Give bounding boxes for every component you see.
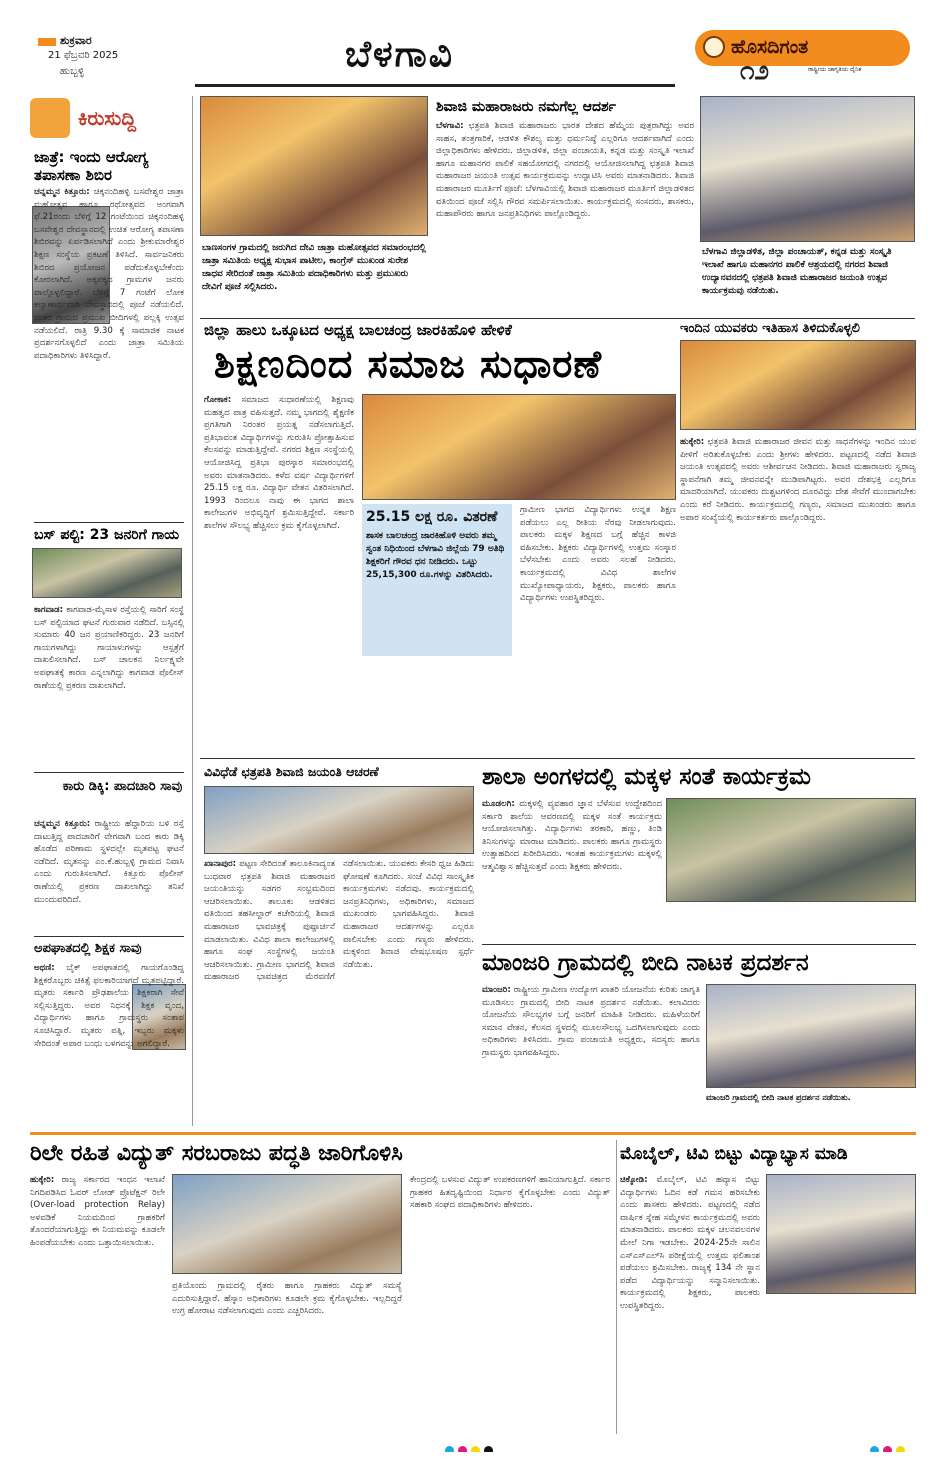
top-row-rule — [200, 318, 915, 319]
lead-body-left — [204, 394, 354, 754]
left-story1-text: ಚಿಕ್ಕನಂದಿಹಳ್ಳಿ ಬಸವೇಶ್ವರ ಜಾತ್ರಾ ಮಹೋತ್ಸವ ಹಾಗೂ ರಥೋತ್ಸವದ ಅಂಗವಾಗಿ ಫೆ.21ರಂದು ಬೆಳಿಗ್ಗೆ 12 ಗಂಟೆಯಿಂದ ಚಿಕ್ಕನಂದಿಹಳ್ಳಿ ಬಸವೇಶ್ವರ ದೇವಸ್ಥಾನದಲ್ಲಿ ಉಚಿತ ಆರೋಗ್ಯ ತಪಾಸಣಾ ಶಿಬಿರವನ್ನು ಏರ್ಪಡಿಸಲಾಗಿದೆ ಎಂದು ಶ್ರೀಕುಮಾರೇಶ್ವರ ಶಿಕ್ಷಣ ಸಂಸ್ಥೆಯ ಪ್ರಕಟಣೆ ತಿಳಿಸಿದೆ. ಸಾರ್ವಜನಿಕರು ಶಿಬಿರದ ಪ್ರಯೋಜನ ಪಡೆದುಕೊಳ್ಳಬೇಕೆಂದು ಕೋರಲಾಗಿದೆ. ಅಕ್ಕಪಕ್ಕದ ಗ್ರಾಮಗಳ ಜನರು ಪಾಲ್ಗೊಳ್ಳಲಿದ್ದಾರೆ. ಬೆಳಿಗ್ಗೆ 7 ಗಂಟೆಗೆ ಲೋಕ ಕಲ್ಯಾಣಾರ್ಥವಾಗಿ ದೇವಸ್ಥಾನದಲ್ಲಿ ಪೂಜೆ ನಡೆಯಲಿದೆ. ನಂತರ ಗ್ರಾಮದ ಪ್ರಮುಖ ಬೀದಿಗಳಲ್ಲಿ ಪಲ್ಲಕ್ಕಿ ಉತ್ಸವ ನಡೆಯಲಿದೆ. ರಾತ್ರಿ 9.30 ಕ್ಕೆ ಸಾಮಾಜಿಕ ನಾಟಕ ಪ್ರದರ್ಶನಗೊಳ್ಳಲಿದೆ ಎಂದು ಜಾತ್ರಾ ಸಮಿತಿಯ ಪದಾಧಿಕಾರಿಗಳು ತಿಳಿಸಿದ್ದಾರೆ. — [34, 187, 184, 361]
childrens-market-headline: ಶಾಲಾ ಅಂಗಳದಲ್ಲಿ ಮಕ್ಕಳ ಸಂತೆ ಕಾರ್ಯಕ್ರಮ — [482, 764, 811, 790]
left-story4-dateline: ಅಥಣಿ: — [34, 963, 55, 973]
mobile-tv-headline: ಮೊಬೈಲ್, ಟಿವಿ ಬಿಟ್ಟು ವಿದ್ಯಾಭ್ಯಾಸ ಮಾಡಿ — [620, 1144, 848, 1164]
shivaji-celebration-dateline: ಖಾನಾಪುರ: — [204, 859, 237, 869]
street-play-dateline: ಮಾಂಜರಿ: — [482, 985, 511, 995]
lead-dateline: ಗೋಕಾಕ: — [204, 395, 232, 405]
left-divider-3 — [34, 936, 184, 937]
kirusuddi-label: ಕಿರುಸುದ್ದಿ — [78, 106, 137, 130]
kirusuddi-header — [30, 98, 182, 138]
shivaji-ideal-text: ಛತ್ರಪತಿ ಶಿವಾಜಿ ಮಹಾರಾಜರು ಭಾರತ ದೇಶದ ಹೆಮ್ಮೆಯ ಪುತ್ರರಾಗಿದ್ದು ಅವರ ಸಾಹಸ, ತಂತ್ರಗಾರಿಕೆ, ಆಡಳಿತ ಕೌಶಲ್ಯ ಮತ್ತು ಧರ್ಮನಿಷ್ಠೆ ಎಲ್ಲರಿಗೂ ಆದರ್ಶವಾಗಿದೆ ಎಂದು ಜಿಲ್ಲಾಧಿಕಾರಿಗಳು ಹೇಳಿದರು. ಜಿಲ್ಲಾಡಳಿತ, ಜಿಲ್ಲಾ ಪಂಚಾಯತಿ, ಕನ್ನಡ ಮತ್ತು ಸಂಸ್ಕೃತಿ ಇಲಾಖೆ ಹಾಗೂ ಮಹಾನಗರ ಪಾಲಿಕೆ ಸಹಯೋಗದಲ್ಲಿ ನಗರದಲ್ಲಿ ಆಯೋಜಿಸಲಾಗಿದ್ದ ಛತ್ರಪತಿ ಶಿವಾಜಿ ಮಹಾರಾಜರ ಜಯಂತಿ ಉತ್ಸವ ಕಾರ್ಯಕ್ರಮವನ್ನು ಉದ್ಘಾಟಿಸಿ ಅವರು ಮಾತನಾಡಿದರು. ಶಿವಾಜಿ ಮಹಾರಾಜರ ಮೂರ್ತಿಗೆ ಪೂಜೆ: ಬೆಳಗಾವಿಯಲ್ಲಿ ಶಿವಾಜಿ ಮಹಾರಾಜರ ಮೂರ್ತಿಗೆ ಜಿಲ್ಲಾಡಳಿತದ ವತಿಯಿಂದ ಪೂಜೆ ಸಲ್ಲಿಸಿ ಗೌರವ ಸಮರ್ಪಿಸಲಾಯಿತು. ಕಾರ್ಯಕ್ರಮದಲ್ಲಿ ಸಂಸದರು, ಶಾಸಕರು, ಮಹಾಪೌರರು ಹಾಗೂ ಜನಪ್ರತಿನಿಧಿಗಳು ಪಾಲ್ಗೊಂಡಿದ್ದರು. — [436, 121, 694, 220]
lead-highlight-title: 25.15 ಲಕ್ಷ ರೂ. ವಿತರಣೆ — [366, 509, 498, 525]
relay-headline: ರಿಲೇ ರಹಿತ ವಿದ್ಯುತ್ ಸರಬರಾಜು ಪದ್ಧತಿ ಜಾರಿಗೊಳಿಸಿ — [30, 1141, 403, 1166]
shivaji-celebration-text: ಪಟ್ಟಣ ಸೇರಿದಂತೆ ತಾಲೂಕಿನಾದ್ಯಂತ ಬುಧವಾರ ಛತ್ರಪತಿ ಶಿವಾಜಿ ಮಹಾರಾಜರ ಜಯಂತಿಯನ್ನು ಸಡಗರ ಸಂಭ್ರಮದಿಂದ ಆಚರಿಸಲಾಯಿತು. ತಾಲೂಕು ಆಡಳಿತದ ವತಿಯಿಂದ ತಹಸೀಲ್ದಾರ್ ಕಚೇರಿಯಲ್ಲಿ ಶಿವಾಜಿ ಮಹಾರಾಜರ ಭಾವಚಿತ್ರಕ್ಕೆ ಪುಷ್ಪಾರ್ಚನೆ ಮಾಡಲಾಯಿತು. ವಿವಿಧ ಶಾಲಾ ಕಾಲೇಜುಗಳಲ್ಲಿ ಹಾಗೂ ಸಂಘ ಸಂಸ್ಥೆಗಳಲ್ಲಿ ಜಯಂತಿ ಆಚರಿಸಲಾಯಿತು. ಗ್ರಾಮೀಣ ಭಾಗದಲ್ಲಿ ಶಿವಾಜಿ ಮಹಾರಾಜರ ಭಾವಚಿತ್ರದ ಮೆರವಣಿಗೆ ನಡೆಸಲಾಯಿತು. ಯುವಕರು ಕೇಸರಿ ಧ್ವಜ ಹಿಡಿದು ಘೋಷಣೆ ಕೂಗಿದರು. ಸಂಜೆ ವಿವಿಧ ಸಾಂಸ್ಕೃತಿಕ ಕಾರ್ಯಕ್ರಮಗಳು ನಡೆದವು. ಕಾರ್ಯಕ್ರಮದಲ್ಲಿ ಜನಪ್ರತಿನಿಧಿಗಳು, ಅಧಿಕಾರಿಗಳು, ಸಮಾಜದ ಮುಖಂಡರು ಭಾಗವಹಿಸಿದ್ದರು. ಶಿವಾಜಿ ಮಹಾರಾಜರ ಆದರ್ಶಗಳನ್ನು ಎಲ್ಲರೂ ಪಾಲಿಸಬೇಕು ಎಂದು ಗಣ್ಯರು ಹೇಳಿದರು. ಮಕ್ಕಳಿಂದ ಶಿವಾಜಿ ವೇಷಭೂಷಣ ಸ್ಪರ್ಧೆ ನಡೆಯಿತು. — [204, 859, 474, 983]
left-story3-dateline: ಚನ್ನಮ್ಮನ ಕಿತ್ತೂರು: — [34, 819, 91, 829]
lead-highlight-body: ಶಾಸಕ ಬಾಲಚಂದ್ರ ಜಾರಕಿಹೊಳಿ ಅವರು ತಮ್ಮ ಸ್ವಂತ ನಿಧಿಯಿಂದ ಬೆಳಗಾವಿ ಜಿಲ್ಲೆಯ 79 ಅತಿಥಿ ಶಿಕ್ಷಕರಿಗೆ ಗೌರವ ಧನ ನೀಡಿದರು. ಒಟ್ಟು 25,15,300 ರೂ.ಗಳನ್ನು ವಿತರಿಸಿದರು. — [366, 531, 505, 580]
relay-dateline: ಹುಕ್ಕೇರಿ: — [30, 1175, 55, 1185]
left-story1-body — [34, 186, 184, 556]
masthead-day: ಶುಕ್ರವಾರ — [60, 34, 92, 47]
street-play-photo — [706, 984, 916, 1088]
jayanti-stage-caption: ಬೆಳಗಾವಿ ಜಿಲ್ಲಾಡಳಿತ, ಜಿಲ್ಲಾ ಪಂಚಾಯತ್, ಕನ್ನಡ ಮತ್ತು ಸಂಸ್ಕೃತಿ ಇಲಾಖೆ ಹಾಗೂ ಮಹಾನಗರ ಪಾಲಿಕೆ ಆಶ್ರಯದಲ್ಲಿ ನಗರದ ಶಿವಾಜಿ ಉದ್ಯಾನವನದಲ್ಲಿ ಛತ್ರಪತಿ ಶಿವಾಜಿ ಮಹಾರಾಜರ ಜಯಂತಿ ಉತ್ಸವ ಕಾರ್ಯಕ್ರಮವು ನಡೆಯಿತು. — [702, 247, 892, 296]
left-story3-headline: ಕಾರು ಡಿಕ್ಕಿ: ಪಾದಚಾರಿ ಸಾವು — [62, 779, 183, 794]
page-number: ೧೨ — [740, 56, 770, 86]
lead-headline: ಶಿಕ್ಷಣದಿಂದ ಸಮಾಜ ಸುಧಾರಣೆ — [214, 342, 603, 386]
masthead-section-line — [195, 84, 675, 87]
left-story4-body — [34, 962, 184, 1126]
left-story3-body — [34, 818, 184, 936]
masthead-left-bar — [38, 38, 56, 46]
paper-logo — [695, 30, 910, 66]
youth-history-body — [680, 436, 916, 752]
childrens-market-body — [482, 798, 662, 938]
left-story4-text: ಬೈಕ್ ಅಪಘಾತದಲ್ಲಿ ಗಾಯಗೊಂಡಿದ್ದ ಶಿಕ್ಷಕರೊಬ್ಬರು ಚಿಕಿತ್ಸೆ ಫಲಕಾರಿಯಾಗದೆ ಮೃತಪಟ್ಟಿದ್ದಾರೆ. ಮೃತರು ಸರ್ಕಾರಿ ಪ್ರೌಢಶಾಲೆಯ ಶಿಕ್ಷಕರಾಗಿ ಸೇವೆ ಸಲ್ಲಿಸುತ್ತಿದ್ದರು. ಅವರ ನಿಧನಕ್ಕೆ ಶಿಕ್ಷಕ ವೃಂದ, ವಿದ್ಯಾರ್ಥಿಗಳು ಹಾಗೂ ಗ್ರಾಮಸ್ಥರು ಸಂತಾಪ ಸೂಚಿಸಿದ್ದಾರೆ. ಮೃತರು ಪತ್ನಿ, ಇಬ್ಬರು ಮಕ್ಕಳು ಸೇರಿದಂತೆ ಅಪಾರ ಬಂಧು ಬಳಗವನ್ನು ಅಗಲಿದ್ದಾರೆ. — [34, 963, 184, 1049]
childrens-market-text: ಮಕ್ಕಳಲ್ಲಿ ವ್ಯವಹಾರ ಜ್ಞಾನ ಬೆಳೆಸುವ ಉದ್ದೇಶದಿಂದ ಸರ್ಕಾರಿ ಶಾಲೆಯ ಆವರಣದಲ್ಲಿ ಮಕ್ಕಳ ಸಂತೆ ಕಾರ್ಯಕ್ರಮ ಆಯೋಜಿಸಲಾಗಿತ್ತು. ವಿದ್ಯಾರ್ಥಿಗಳು ತರಕಾರಿ, ಹಣ್ಣು, ತಿಂಡಿ ತಿನಿಸುಗಳನ್ನು ಮಾರಾಟ ಮಾಡಿದರು. ಪಾಲಕರು ಹಾಗೂ ಗ್ರಾಮಸ್ಥರು ಉತ್ಸಾಹದಿಂದ ಖರೀದಿಸಿದರು. ಇಂತಹ ಕಾರ್ಯಕ್ರಮಗಳು ಮಕ್ಕಳಲ್ಲಿ ಆತ್ಮವಿಶ್ವಾಸ ಹೆಚ್ಚಿಸುತ್ತವೆ ಎಂದು ಶಿಕ್ಷಕರು ಹೇಳಿದರು. — [482, 799, 662, 872]
bottom-column-rule — [616, 1140, 617, 1434]
shivaji-celebration-photo — [204, 786, 474, 854]
relay-body-mid — [172, 1280, 402, 1434]
left-story2-text: ಕಾಗವಾಡ-ಮೈಸಾಳ ರಸ್ತೆಯಲ್ಲಿ ಸಾರಿಗೆ ಸಂಸ್ಥೆ ಬಸ್ ಪಲ್ಟಿಯಾದ ಘಟನೆ ಗುರುವಾರ ನಡೆದಿದೆ. ಬಸ್ಸಿನಲ್ಲಿ ಸುಮಾರು 40 ಜನ ಪ್ರಯಾಣಿಕರಿದ್ದರು. 23 ಜನರಿಗೆ ಗಾಯಗಳಾಗಿದ್ದು ಗಾಯಾಳುಗಳನ್ನು ಆಸ್ಪತ್ರೆಗೆ ದಾಖಲಿಸಲಾಗಿದೆ. ಬಸ್ ಚಾಲಕನ ನಿರ್ಲಕ್ಷ್ಯವೇ ಅಪಘಾತಕ್ಕೆ ಕಾರಣ ಎನ್ನಲಾಗಿದ್ದು ಕಾಗವಾಡ ಪೊಲೀಸ್ ಠಾಣೆಯಲ್ಲಿ ಪ್ರಕರಣ ದಾಖಲಾಗಿದೆ. — [34, 605, 184, 691]
mobile-tv-dateline: ಚಿಕ್ಕೋಡಿ: — [620, 1175, 648, 1185]
relay-text-right: ಕೇಂದ್ರದಲ್ಲಿ ಬಳಸುವ ವಿದ್ಯುತ್ ಉಪಕರಣಗಳಿಗೆ ಹಾನಿಯಾಗುತ್ತಿದೆ. ಸರ್ಕಾರ ಗ್ರಾಹಕರ ಹಿತದೃಷ್ಟಿಯಿಂದ ನಿರ್ಧಾರ ಕೈಗೊಳ್ಳಬೇಕು ಎಂದು ವಿದ್ಯುತ್ ಸಹಕಾರಿ ಸಂಘದ ಪದಾಧಿಕಾರಿಗಳು ಹೇಳಿದರು. — [410, 1175, 610, 1211]
masthead-date: 21 ಫೆಬ್ರವರಿ 2025 — [48, 50, 119, 61]
shivaji-celebration-body — [204, 858, 474, 1126]
lead-body-right — [520, 504, 676, 754]
left-story2-body — [34, 604, 184, 772]
shivaji-celebration-headline: ವಿವಿಧೆಡೆ ಛತ್ರಪತಿ ಶಿವಾಜಿ ಜಯಂತಿ ಆಚರಣೆ — [204, 764, 379, 779]
masthead-city: ಹುಬ್ಬಳ್ಳಿ — [60, 66, 85, 77]
mobile-tv-text: ಮೊಬೈಲ್, ಟಿವಿ ಹವ್ಯಾಸ ಬಿಟ್ಟು ವಿದ್ಯಾರ್ಥಿಗಳು ಓದಿನ ಕಡೆ ಗಮನ ಹರಿಸಬೇಕು ಎಂದು ಶಾಸಕರು ಹೇಳಿದರು. ಪಟ್ಟಣದಲ್ಲಿ ನಡೆದ ವಾರ್ಷಿಕ ಸ್ನೇಹ ಸಮ್ಮೇಳನ ಕಾರ್ಯಕ್ರಮದಲ್ಲಿ ಅವರು ಮಾತನಾಡಿದರು. ಪಾಲಕರು ಮಕ್ಕಳ ಚಲನವಲನಗಳ ಮೇಲೆ ನಿಗಾ ಇಡಬೇಕು. 2024-25ನೇ ಸಾಲಿನ ಎಸ್ಎಸ್ಎಲ್‌ಸಿ ಪರೀಕ್ಷೆಯಲ್ಲಿ ಉತ್ತಮ ಫಲಿತಾಂಶ ಪಡೆಯಲು ಶ್ರಮಿಸಬೇಕು. ರಾಜ್ಯಕ್ಕೆ 134 ನೇ ಸ್ಥಾನ ಪಡೆದ ವಿದ್ಯಾರ್ಥಿಯನ್ನು ಸನ್ಮಾನಿಸಲಾಯಿತು. ಕಾರ್ಯಕ್ರಮದಲ್ಲಿ ಶಿಕ್ಷಕರು, ಪಾಲಕರು ಉಪಸ್ಥಿತರಿದ್ದರು. — [620, 1175, 760, 1311]
relay-text-left: ರಾಜ್ಯ ಸರ್ಕಾರದ ಇಂಧನ ಇಲಾಖೆ ನಿಗದಿಪಡಿಸಿದ ಓವರ್ ಲೋಡ್ ಪ್ರೊಟೆಕ್ಷನ್ ರಿಲೇ (Over-load protection Relay) ಅಳವಡಿಕೆ ನಿಯಮದಿಂದ ಗ್ರಾಹಕರಿಗೆ ತೊಂದರೆಯಾಗುತ್ತಿದ್ದು ಈ ನಿಯಮವನ್ನು ಕೂಡಲೇ ಹಿಂಪಡೆಯಬೇಕು ಎಂದು ಒತ್ತಾಯಿಸಲಾಯಿತು. — [30, 1175, 165, 1248]
lead-text-right: ಗ್ರಾಮೀಣ ಭಾಗದ ವಿದ್ಯಾರ್ಥಿಗಳು ಉನ್ನತ ಶಿಕ್ಷಣ ಪಡೆಯಲು ಎಲ್ಲ ರೀತಿಯ ನೆರವು ನೀಡಲಾಗುವುದು. ಪಾಲಕರು ಮಕ್ಕಳ ಶಿಕ್ಷಣದ ಬಗ್ಗೆ ಹೆಚ್ಚಿನ ಕಾಳಜಿ ವಹಿಸಬೇಕು. ಶಿಕ್ಷಕರು ವಿದ್ಯಾರ್ಥಿಗಳಲ್ಲಿ ಉತ್ತಮ ಸಂಸ್ಕಾರ ಬೆಳೆಸಬೇಕು ಎಂದು ಅವರು ಸಲಹೆ ನೀಡಿದರು. ಕಾರ್ಯಕ್ರಮದಲ್ಲಿ ವಿವಿಧ ಶಾಲೆಗಳ ಮುಖ್ಯೋಪಾಧ್ಯಾಯರು, ಶಿಕ್ಷಕರು, ಪಾಲಕರು ಹಾಗೂ ವಿದ್ಯಾರ್ಥಿಗಳು ಉಪಸ್ಥಿತರಿದ್ದರು. — [520, 505, 676, 604]
lead-text-left: ಸಮಾಜದ ಸುಧಾರಣೆಯಲ್ಲಿ ಶಿಕ್ಷಣವು ಮಹತ್ವದ ಪಾತ್ರ ವಹಿಸುತ್ತದೆ. ನಮ್ಮ ಭಾಗದಲ್ಲಿ ಶೈಕ್ಷಣಿಕ ಪ್ರಗತಿಗಾಗಿ ನಿರಂತರ ಪ್ರಯತ್ನ ನಡೆಸಲಾಗುತ್ತಿದೆ. ಪ್ರತಿಭಾವಂತ ವಿದ್ಯಾರ್ಥಿಗಳನ್ನು ಗುರುತಿಸಿ ಪ್ರೋತ್ಸಾಹಿಸುವ ಕೆಲಸವನ್ನು ಮಾಡುತ್ತಿದ್ದೇವೆ. ನಗರದ ಶಿಕ್ಷಣ ಸಂಸ್ಥೆಯಲ್ಲಿ ಆಯೋಜಿಸಿದ್ದ ಪ್ರತಿಭಾ ಪುರಸ್ಕಾರ ಸಮಾರಂಭದಲ್ಲಿ ಅವರು ಮಾತನಾಡಿದರು. ಕಳೆದ ವರ್ಷ ವಿದ್ಯಾರ್ಥಿಗಳಿಗೆ 25.15 ಲಕ್ಷ ರೂ. ವಿದ್ಯಾರ್ಥಿ ವೇತನ ವಿತರಿಸಲಾಗಿದೆ. 1993 ರಿಂದಲೂ ನಾವು ಈ ಭಾಗದ ಶಾಲಾ ಕಾಲೇಜುಗಳ ಅಭಿವೃದ್ಧಿಗೆ ಶ್ರಮಿಸುತ್ತಿದ್ದೇವೆ. ಸರ್ಕಾರಿ ಶಾಲೆಗಳ ಸೌಲಭ್ಯ ಹೆಚ್ಚಿಸಲು ಕ್ರಮ ಕೈಗೊಳ್ಳಲಾಗಿದೆ. — [204, 395, 354, 531]
lead-award-photo — [362, 394, 676, 500]
jayanti-stage-photo — [700, 96, 915, 242]
jatre-ceremony-photo — [200, 96, 428, 236]
registration-dots-right — [870, 1440, 930, 1452]
manjari-rule — [482, 944, 916, 945]
lead-highlight-box — [362, 504, 512, 656]
youth-history-photo — [680, 340, 916, 430]
paper-tagline: ರಾಷ್ಟ್ರೀಯ ಜಾಗೃತಿಯ ದೈನಿಕ — [808, 66, 862, 73]
childrens-market-photo — [666, 798, 916, 902]
street-play-text: ರಾಷ್ಟ್ರೀಯ ಗ್ರಾಮೀಣ ಉದ್ಯೋಗ ಖಾತರಿ ಯೋಜನೆಯ ಕುರಿತು ಜಾಗೃತಿ ಮೂಡಿಸಲು ಗ್ರಾಮದಲ್ಲಿ ಬೀದಿ ನಾಟಕ ಪ್ರದರ್ಶನ ನಡೆಯಿತು. ಕಲಾವಿದರು ಯೋಜನೆಯ ಸೌಲಭ್ಯಗಳ ಬಗ್ಗೆ ಜನರಿಗೆ ಮಾಹಿತಿ ನೀಡಿದರು. ಮಹಿಳೆಯರಿಗೆ ಸಮಾನ ವೇತನ, ಕೆಲಸದ ಸ್ಥಳದಲ್ಲಿ ಮೂಲಸೌಲಭ್ಯ ಒದಗಿಸಲಾಗುವುದು ಎಂದು ಅಧಿಕಾರಿಗಳು ತಿಳಿಸಿದರು. ಗ್ರಾಮ ಪಂಚಾಯತಿ ಅಧ್ಯಕ್ಷರು, ಸದಸ್ಯರು ಹಾಗೂ ಗ್ರಾಮಸ್ಥರು ಭಾಗವಹಿಸಿದ್ದರು. — [482, 985, 700, 1058]
jatre-caption: ಬಾಣಸಂಗಳ ಗ್ರಾಮದಲ್ಲಿ ಜರುಗಿದ ದೇವಿ ಜಾತ್ರಾ ಮಹೋತ್ಸವದ ಸಮಾರಂಭದಲ್ಲಿ ಜಾತ್ರಾ ಸಮಿತಿಯ ಅಧ್ಯಕ್ಷ ಸುಭಾಸ ಪಾಟೀಲ, ಕಾಂಗ್ರೆಸ್ ಮುಖಂಡ ಸುರೇಶ ಜಾಧವ ಸೇರಿದಂತೆ ಜಾತ್ರಾ ಸಮಿತಿಯ ಪದಾಧಿಕಾರಿಗಳು ಮತ್ತು ಪ್ರಮುಖರು ದೇವಿಗೆ ಪೂಜೆ ಸಲ್ಲಿಸಿದರು. — [202, 243, 426, 292]
left-story2-headline: ಬಸ್ ಪಲ್ಟಿ: 23 ಜನರಿಗೆ ಗಾಯ — [34, 527, 180, 543]
hand-icon — [30, 98, 70, 138]
left-story4-headline: ಅಪಘಾತದಲ್ಲಿ ಶಿಕ್ಷಕ ಸಾವು — [34, 941, 142, 956]
shivaji-ideal-dateline: ಬೆಳಗಾವಿ: — [436, 121, 464, 131]
relay-body-left — [30, 1174, 165, 1434]
relay-press-photo — [172, 1174, 402, 1274]
masthead-section: ಬೆಳಗಾವಿ — [345, 34, 454, 75]
relay-text-mid: ಪ್ರತಿಯೊಂದು ಗ್ರಾಮದಲ್ಲಿ ರೈತರು ಹಾಗೂ ಗ್ರಾಹಕರು ವಿದ್ಯುತ್ ಸಮಸ್ಯೆ ಎದುರಿಸುತ್ತಿದ್ದಾರೆ. ಹೆಸ್ಕಾಂ ಅಧಿಕಾರಿಗಳು ಕೂಡಲೇ ಕ್ರಮ ಕೈಗೊಳ್ಳಬೇಕು. ಇಲ್ಲದಿದ್ದರೆ ಉಗ್ರ ಹೋರಾಟ ನಡೆಸಲಾಗುವುದು ಎಂದು ಎಚ್ಚರಿಸಿದರು. — [172, 1281, 402, 1317]
bus-accident-image — [32, 548, 182, 598]
masthead — [0, 0, 945, 92]
bottom-row-rule — [30, 1132, 916, 1135]
mobile-tv-photo — [766, 1174, 916, 1294]
left-divider-2 — [34, 772, 184, 773]
shivaji-ideal-body — [436, 120, 694, 322]
youth-history-dateline: ಹುಕ್ಕೇರಿ: — [680, 437, 705, 447]
street-play-caption: ಮಾಂಜರಿ ಗ್ರಾಮದಲ್ಲಿ ಬೀದಿ ನಾಟಕ ಪ್ರದರ್ಶನ ನಡೆಯಿತು. — [706, 1093, 851, 1102]
mobile-tv-body — [620, 1174, 760, 1434]
left-story1-headline: ಜಾತ್ರೆ: ಇಂದು ಆರೋಗ್ಯ ತಪಾಸಣಾ ಶಿಬಿರ — [34, 148, 149, 184]
left-story1-dateline: ಚನ್ನಮ್ಮನ ಕಿತ್ತೂರು: — [34, 187, 90, 197]
relay-body-right — [410, 1174, 610, 1434]
childrens-market-dateline: ಮೂಡಲಗಿ: — [482, 799, 515, 809]
mid-row-rule — [200, 758, 915, 759]
left-divider-1 — [34, 522, 184, 523]
street-play-body — [482, 984, 700, 1126]
paper-name: ಹೊಸದಿಗಂತ — [731, 36, 809, 58]
youth-history-text: ಛತ್ರಪತಿ ಶಿವಾಜಿ ಮಹಾರಾಜರ ಜೀವನ ಮತ್ತು ಸಾಧನೆಗಳನ್ನು ಇಂದಿನ ಯುವ ಪೀಳಿಗೆ ಅರಿತುಕೊಳ್ಳಬೇಕು ಎಂದು ಶ್ರೀಗಳು ಹೇಳಿದರು. ಪಟ್ಟಣದಲ್ಲಿ ನಡೆದ ಶಿವಾಜಿ ಜಯಂತಿ ಉತ್ಸವದಲ್ಲಿ ಅವರು ಆಶೀರ್ವಚನ ನೀಡಿದರು. ಶಿವಾಜಿ ಮಹಾರಾಜರು ಸ್ವರಾಜ್ಯ ಸ್ಥಾಪನೆಗಾಗಿ ತಮ್ಮ ಜೀವನವನ್ನೇ ಮುಡಿಪಾಗಿಟ್ಟರು. ಅವರ ದೇಶಭಕ್ತಿ ಎಲ್ಲರಿಗೂ ಮಾದರಿಯಾಗಿದೆ. ಯುವಕರು ದುಶ್ಚಟಗಳಿಂದ ದೂರವಿದ್ದು ದೇಶ ಸೇವೆಗೆ ಮುಂದಾಗಬೇಕು ಎಂದು ಕರೆ ನೀಡಿದರು. ಕಾರ್ಯಕ್ರಮದಲ್ಲಿ ಗಣ್ಯರು, ಸಮಾಜದ ಮುಖಂಡರು ಹಾಗೂ ಅಪಾರ ಸಂಖ್ಯೆಯಲ್ಲಿ ಕಾರ್ಯಕರ್ತರು ಪಾಲ್ಗೊಂಡಿದ್ದರು. — [680, 437, 916, 523]
left-column-rule — [192, 96, 193, 1126]
shivaji-ideal-headline: ಶಿವಾಜಿ ಮಹಾರಾಜರು ನಮಗೆಲ್ಲ ಆದರ್ಶ — [436, 99, 616, 115]
youth-history-headline: ಇಂದಿನ ಯುವಕರು ಇತಿಹಾಸ ತಿಳಿದುಕೊಳ್ಳಲಿ — [680, 321, 860, 336]
lamp-icon — [703, 36, 725, 58]
street-play-headline: ಮಾಂಜರಿ ಗ್ರಾಮದಲ್ಲಿ ಬೀದಿ ನಾಟಕ ಪ್ರದರ್ಶನ — [482, 950, 809, 976]
registration-dots-bottom — [445, 1440, 515, 1452]
left-story3-text: ರಾಷ್ಟ್ರೀಯ ಹೆದ್ದಾರಿಯ ಬಳಿ ರಸ್ತೆ ದಾಟುತ್ತಿದ್ದ ಪಾದಚಾರಿಗೆ ವೇಗವಾಗಿ ಬಂದ ಕಾರು ಡಿಕ್ಕಿ ಹೊಡೆದ ಪರಿಣಾಮ ಸ್ಥಳದಲ್ಲೇ ಮೃತಪಟ್ಟ ಘಟನೆ ನಡೆದಿದೆ. ಮೃತನನ್ನು ಎಂ.ಕೆ.ಹುಬ್ಬಳ್ಳಿ ಗ್ರಾಮದ ನಿವಾಸಿ ಎಂದು ಗುರುತಿಸಲಾಗಿದೆ. ಕಿತ್ತೂರು ಪೊಲೀಸ್ ಠಾಣೆಯಲ್ಲಿ ಪ್ರಕರಣ ದಾಖಲಾಗಿದ್ದು ತನಿಖೆ ಮುಂದುವರಿದಿದೆ. — [34, 819, 184, 905]
lead-kicker: ಜಿಲ್ಲಾ ಹಾಲು ಒಕ್ಕೂಟದ ಅಧ್ಯಕ್ಷ ಬಾಲಚಂದ್ರ ಜಾರಕಿಹೊಳಿ ಹೇಳಿಕೆ — [204, 321, 512, 339]
left-story2-dateline: ಕಾಗವಾಡ: — [34, 605, 64, 615]
